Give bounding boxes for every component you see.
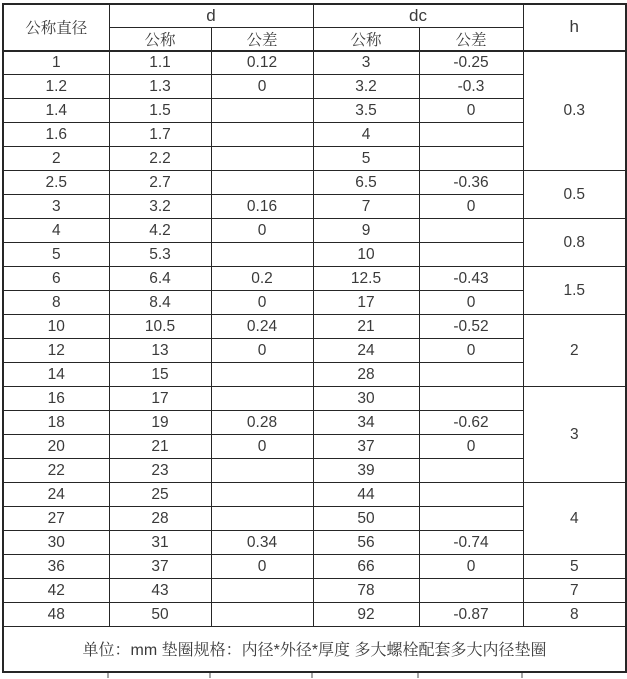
cell-dc_nom: 17	[313, 291, 419, 315]
cell-h: 8	[523, 603, 626, 627]
cell-dc_nom: 92	[313, 603, 419, 627]
cell-dc_nom: 6.5	[313, 171, 419, 195]
cell-dia: 2.5	[3, 171, 109, 195]
cell-d_nom: 1.5	[109, 99, 211, 123]
cell-dc_tol: -0.3	[419, 75, 523, 99]
cell-dia: 1.4	[3, 99, 109, 123]
cell-d_nom: 21	[109, 435, 211, 459]
cell-d_tol	[211, 243, 313, 267]
cell-dc_tol: -0.87	[419, 603, 523, 627]
cell-dc_nom: 3	[313, 51, 419, 75]
table-footer	[3, 627, 626, 672]
cell-d_nom: 25	[109, 483, 211, 507]
header-dc-tolerance: 公差	[419, 27, 523, 51]
header-d-tolerance: 公差	[211, 27, 313, 51]
cell-d_tol: 0.34	[211, 531, 313, 555]
cell-d_tol	[211, 99, 313, 123]
cell-dc_nom: 9	[313, 219, 419, 243]
cell-dc_nom: 78	[313, 579, 419, 603]
gridline-stub	[209, 673, 211, 678]
table-header	[3, 4, 626, 51]
cell-d_tol	[211, 459, 313, 483]
table-row	[3, 51, 626, 75]
cell-dia: 3	[3, 195, 109, 219]
cell-d_tol	[211, 363, 313, 387]
cell-dia: 16	[3, 387, 109, 411]
cell-dc_tol	[419, 219, 523, 243]
cell-d_nom: 2.7	[109, 171, 211, 195]
cell-d_tol: 0.28	[211, 411, 313, 435]
cell-dc_nom: 28	[313, 363, 419, 387]
cell-dia: 6	[3, 267, 109, 291]
table-body	[3, 51, 626, 627]
table-row	[3, 171, 626, 195]
cell-d_nom: 28	[109, 507, 211, 531]
cell-dc_nom: 4	[313, 123, 419, 147]
cell-d_nom: 50	[109, 603, 211, 627]
cell-dia: 10	[3, 315, 109, 339]
cell-dc_tol	[419, 243, 523, 267]
cell-d_nom: 1.3	[109, 75, 211, 99]
header-nominal-diameter: 公称直径	[3, 4, 109, 51]
header-row-groups	[3, 4, 626, 27]
cell-dc_tol	[419, 147, 523, 171]
cell-d_nom: 43	[109, 579, 211, 603]
cell-d_nom: 1.7	[109, 123, 211, 147]
cell-dc_tol	[419, 387, 523, 411]
cell-d_nom: 8.4	[109, 291, 211, 315]
cell-dc_nom: 12.5	[313, 267, 419, 291]
cell-dc_nom: 5	[313, 147, 419, 171]
cell-dc_tol: -0.74	[419, 531, 523, 555]
cell-d_tol	[211, 603, 313, 627]
cell-d_nom: 6.4	[109, 267, 211, 291]
cell-d_tol: 0.16	[211, 195, 313, 219]
table-row	[3, 267, 626, 291]
cell-dia: 22	[3, 459, 109, 483]
cell-dia: 18	[3, 411, 109, 435]
cell-d_tol	[211, 123, 313, 147]
cell-d_nom: 17	[109, 387, 211, 411]
cell-h: 2	[523, 315, 626, 387]
cell-d_tol: 0	[211, 219, 313, 243]
cell-d_tol: 0.24	[211, 315, 313, 339]
cell-d_nom: 37	[109, 555, 211, 579]
cell-dia: 5	[3, 243, 109, 267]
gridline-stub	[521, 673, 523, 678]
cell-dc_nom: 30	[313, 387, 419, 411]
gridline-stub	[417, 673, 419, 678]
table-row	[3, 219, 626, 243]
cell-d_nom: 4.2	[109, 219, 211, 243]
cell-dia: 20	[3, 435, 109, 459]
washer-spec-table	[2, 3, 627, 673]
cell-dc_nom: 7	[313, 195, 419, 219]
cell-d_nom: 13	[109, 339, 211, 363]
header-d-nominal: 公称	[109, 27, 211, 51]
cell-dia: 48	[3, 603, 109, 627]
cell-h: 5	[523, 555, 626, 579]
cell-dc_tol: 0	[419, 435, 523, 459]
cell-dia: 36	[3, 555, 109, 579]
table-row	[3, 483, 626, 507]
cell-dia: 24	[3, 483, 109, 507]
cell-dc_tol	[419, 579, 523, 603]
cell-d_tol	[211, 147, 313, 171]
gridline-stub	[107, 673, 109, 678]
cell-dia: 27	[3, 507, 109, 531]
cell-dc_tol: -0.52	[419, 315, 523, 339]
cell-d_nom: 1.1	[109, 51, 211, 75]
cell-dc_nom: 44	[313, 483, 419, 507]
cell-d_tol	[211, 387, 313, 411]
cell-d_tol: 0	[211, 435, 313, 459]
cell-d_tol: 0	[211, 75, 313, 99]
cell-h: 0.5	[523, 171, 626, 219]
cell-dc_tol	[419, 123, 523, 147]
cell-dc_nom: 34	[313, 411, 419, 435]
cell-d_tol: 0	[211, 555, 313, 579]
cell-dia: 4	[3, 219, 109, 243]
cell-d_tol	[211, 483, 313, 507]
cell-dc_nom: 3.5	[313, 99, 419, 123]
table-row	[3, 555, 626, 579]
header-group-dc: dc	[313, 4, 523, 27]
header-dc-nominal: 公称	[313, 27, 419, 51]
cell-dc_tol	[419, 507, 523, 531]
cell-dc_tol: -0.62	[419, 411, 523, 435]
cell-d_nom: 23	[109, 459, 211, 483]
header-group-d: d	[109, 4, 313, 27]
cell-dc_tol: 0	[419, 195, 523, 219]
footer-note: 单位：mm 垫圈规格：内径*外径*厚度 多大螺栓配套多大内径垫圈	[3, 627, 626, 672]
cell-dia: 42	[3, 579, 109, 603]
cell-dia: 1.6	[3, 123, 109, 147]
cell-d_tol: 0.12	[211, 51, 313, 75]
cell-d_tol: 0	[211, 291, 313, 315]
cell-dc_nom: 56	[313, 531, 419, 555]
cell-d_tol	[211, 507, 313, 531]
cell-dia: 2	[3, 147, 109, 171]
cell-h: 4	[523, 483, 626, 555]
cell-dc_tol	[419, 459, 523, 483]
table-row	[3, 579, 626, 603]
cell-dia: 12	[3, 339, 109, 363]
cell-d_nom: 10.5	[109, 315, 211, 339]
cell-dc_tol	[419, 363, 523, 387]
cell-dc_nom: 10	[313, 243, 419, 267]
cell-dia: 14	[3, 363, 109, 387]
cell-d_nom: 19	[109, 411, 211, 435]
cell-dc_tol: -0.36	[419, 171, 523, 195]
cell-h: 7	[523, 579, 626, 603]
cell-dia: 1	[3, 51, 109, 75]
cell-dc_tol: 0	[419, 339, 523, 363]
table-row	[3, 315, 626, 339]
cell-h: 0.3	[523, 51, 626, 171]
cell-dc_tol: 0	[419, 555, 523, 579]
cell-dc_tol: -0.43	[419, 267, 523, 291]
cell-dc_tol: 0	[419, 291, 523, 315]
cell-d_nom: 31	[109, 531, 211, 555]
cell-d_nom: 15	[109, 363, 211, 387]
cell-dc_nom: 66	[313, 555, 419, 579]
table-row	[3, 603, 626, 627]
cell-dc_nom: 3.2	[313, 75, 419, 99]
cell-dc_tol: 0	[419, 99, 523, 123]
cell-d_tol	[211, 579, 313, 603]
cell-dia: 8	[3, 291, 109, 315]
cell-d_nom: 2.2	[109, 147, 211, 171]
cell-dc_nom: 37	[313, 435, 419, 459]
cell-dia: 30	[3, 531, 109, 555]
cell-d_tol: 0	[211, 339, 313, 363]
cell-d_tol	[211, 171, 313, 195]
cell-dc_tol: -0.25	[419, 51, 523, 75]
cell-dc_nom: 39	[313, 459, 419, 483]
footer-row	[3, 627, 626, 672]
cell-d_nom: 3.2	[109, 195, 211, 219]
cell-d_nom: 5.3	[109, 243, 211, 267]
gridline-stub	[311, 673, 313, 678]
cell-h: 3	[523, 387, 626, 483]
cell-h: 1.5	[523, 267, 626, 315]
table-row	[3, 387, 626, 411]
header-h: h	[523, 4, 626, 51]
cell-dc_nom: 21	[313, 315, 419, 339]
cell-d_tol: 0.2	[211, 267, 313, 291]
cell-dc_tol	[419, 483, 523, 507]
cell-dc_nom: 24	[313, 339, 419, 363]
cell-h: 0.8	[523, 219, 626, 267]
cell-dia: 1.2	[3, 75, 109, 99]
cell-dc_nom: 50	[313, 507, 419, 531]
